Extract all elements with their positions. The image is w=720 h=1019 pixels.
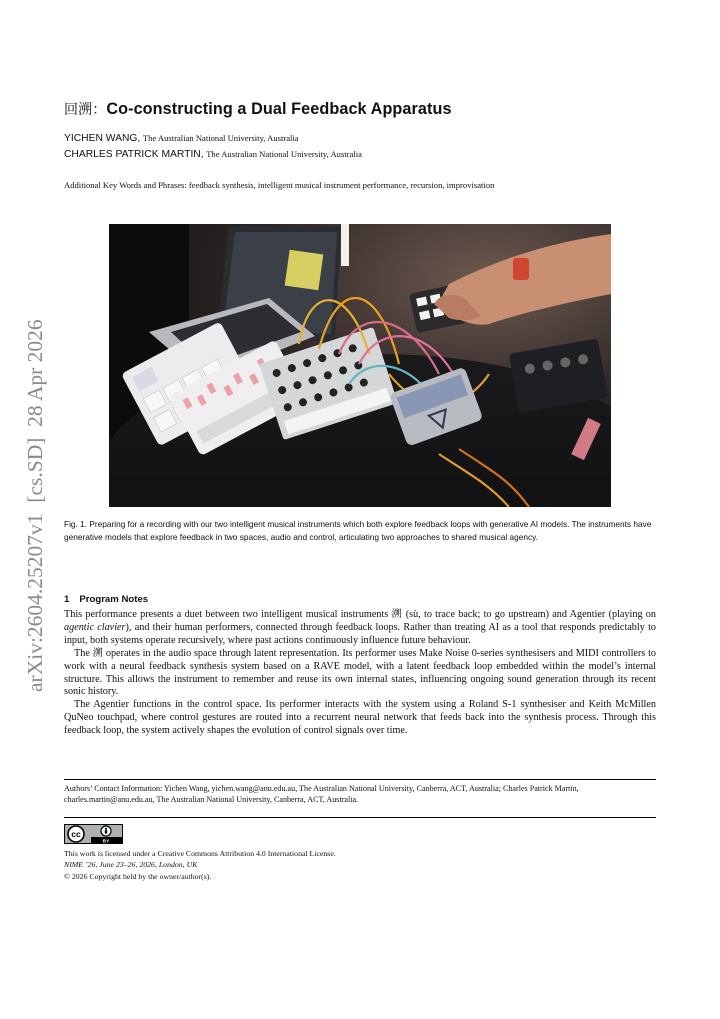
paragraph-italic: agentic clavier	[64, 621, 126, 633]
venue-line: NIME ’26, June 23–26, 2026, London, UK	[64, 860, 198, 870]
paragraph-text: This performance presents a duet between two intelligent musical instruments 溯 (sù, to trace back; to go upstream) and Agentier (playing on	[64, 609, 656, 620]
section-body	[64, 609, 656, 738]
author-line-2	[64, 149, 362, 160]
by-label: BY	[102, 839, 110, 844]
performance-photo-icon	[109, 224, 611, 507]
footnote-rule	[64, 779, 656, 780]
paragraph-3	[64, 699, 656, 738]
author-name: YICHEN WANG,	[64, 133, 141, 144]
paper-title	[64, 99, 452, 119]
cc-label: cc	[71, 829, 81, 839]
keywords: Additional Key Words and Phrases: feedback synthesis, intelligent musical instrument performance, recursion, improvisation	[64, 180, 495, 190]
section-title: Program Notes	[79, 594, 149, 605]
section-heading	[64, 594, 148, 605]
copyright-line: © 2026 Copyright held by the owner/author(s).	[64, 871, 212, 881]
title-main: Co-constructing a Dual Feedback Apparatus	[106, 100, 452, 118]
paragraph-text: The Agentier functions in the control space. Its performer interacts with the system using a Roland S-1 synthesiser and Keith McMillen QuNeo touchpad, where control gestures are routed into a recurrent neural network that feeds back into the synthesis process. Through this feedback loop, the system actively shapes the evolution of control signals over time.	[64, 699, 656, 737]
author-name: CHARLES PATRICK MARTIN,	[64, 149, 204, 160]
cc-by-badge[interactable]	[64, 824, 123, 844]
paragraph-text: ), and their human performers, connected through feedback loops. Rather than treating AI as a tool that responds predictably to input, both systems operate recursively, where past actions continuously influence future behaviour.	[64, 621, 656, 646]
license-line: This work is licensed under a Creative Commons Attribution 4.0 International License.	[64, 849, 336, 858]
paragraph-2	[64, 648, 656, 700]
contact-info: Authors’ Contact Information: Yichen Wang, yichen.wang@anu.edu.au, The Australian National University, Canberra, ACT, Australia; Charles Patrick Martin, charles.martin@anu.edu.au, The Australian National University, Canberra, ACT, Australia.	[64, 784, 579, 805]
arxiv-stamp-text: arXiv:2604.25207v1 [cs.SD] 28 Apr 2026	[23, 319, 47, 692]
title-chinese: 回溯：	[64, 102, 107, 118]
arxiv-stamp	[14, 296, 50, 692]
license-block	[64, 848, 336, 882]
paragraph-text: The 溯 operates in the audio space through latent representation. Its performer uses Make Noise 0-series synthesisers and MIDI controllers to work with a neural feedback synthesis system based on a RAVE model, with a latent feedback loop embedded within the model’s internal structure. This allows the instrument to remember and reuse its own internal states, influencing ongoing sound generation through its recent sonic history.	[64, 647, 656, 698]
paragraph-1	[64, 609, 656, 648]
author-affiliation: The Australian National University, Australia	[206, 149, 362, 159]
license-rule	[64, 817, 656, 818]
author-line-1	[64, 133, 299, 144]
figure-photo	[109, 224, 611, 507]
author-affiliation: The Australian National University, Australia	[142, 133, 299, 143]
section-number: 1	[64, 594, 70, 605]
figure-caption: Fig. 1. Preparing for a recording with our two intelligent musical instruments which both explore feedback loops with generative AI models. The instruments have generative models that explore feedback in two spaces, audio and control, articulating two approaches to shared musical agency.	[64, 519, 652, 542]
